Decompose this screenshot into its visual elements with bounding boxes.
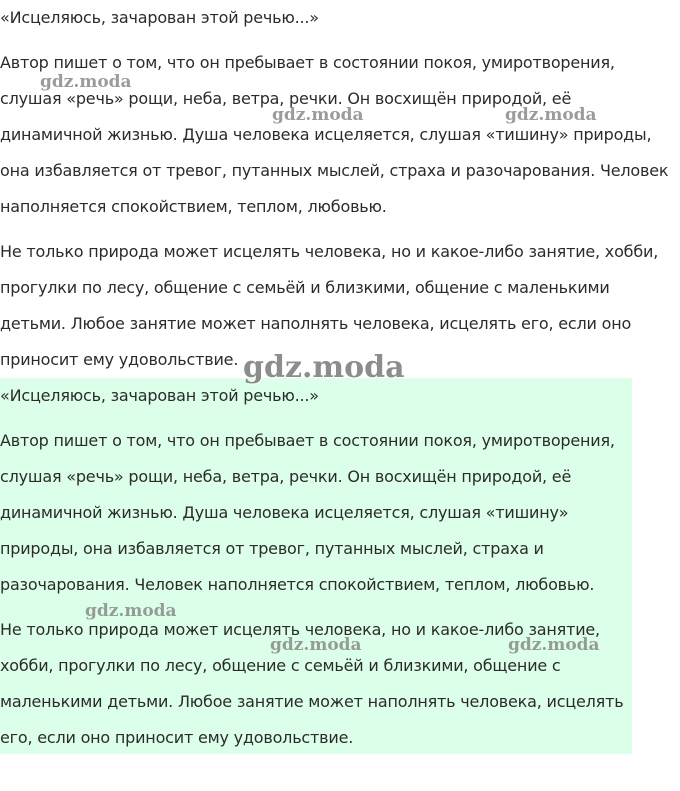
watermark: gdz.moda bbox=[508, 635, 600, 655]
answer-paragraph-2-highlighted: Не только природа может исцелять человека, но и какое-либо занятие, хобби, прогулки по лесу, общение с семьёй и близкими, общение с маленькими детьми. Любое занятие может наполнять человека, исцелять его, если оно приносит ему удовольствие. bbox=[0, 620, 624, 747]
answer-block-highlighted bbox=[0, 378, 632, 754]
watermark: gdz.moda bbox=[85, 601, 177, 621]
answer-block-plain bbox=[0, 0, 672, 378]
answer-paragraph-1: Автор пишет о том, что он пребывает в состоянии покоя, умиротворения, слушая «речь» рощи, неба, ветра, речки. Он восхищён природой, её динамичной жизнью. Душа человека исцеляется, слушая «тишину» природы, она избавляется от тревог, путанных мыслей, страха и разочарования. Человек наполняется спокойствием, теплом, любовью. bbox=[0, 53, 669, 216]
answer-title: «Исцеляюсь, зачарован этой речью...» bbox=[0, 8, 319, 27]
watermark: gdz.moda bbox=[505, 105, 597, 125]
watermark: gdz.moda bbox=[40, 72, 132, 92]
answer-paragraph-2: Не только природа может исцелять человека, но и какое-либо занятие, хобби, прогулки по лесу, общение с семьёй и близкими, общение с маленькими детьми. Любое занятие может наполнять человека, исцелять его, если оно приносит ему удовольствие. bbox=[0, 242, 659, 369]
answer-title-highlighted: «Исцеляюсь, зачарован этой речью...» bbox=[0, 386, 319, 405]
watermark: gdz.moda bbox=[272, 105, 364, 125]
watermark: gdz.moda bbox=[270, 635, 362, 655]
answer-paragraph-1-highlighted: Автор пишет о том, что он пребывает в состоянии покоя, умиротворения, слушая «речь» рощи, неба, ветра, речки. Он восхищён природой, её динамичной жизнью. Душа человека исцеляется, слушая «тишину» природы, она избавляется от тревог, путанных мыслей, страха и разочарования. Человек наполняется спокойствием, теплом, любовью. bbox=[0, 431, 615, 594]
watermark-large: gdz.moda bbox=[243, 350, 405, 385]
